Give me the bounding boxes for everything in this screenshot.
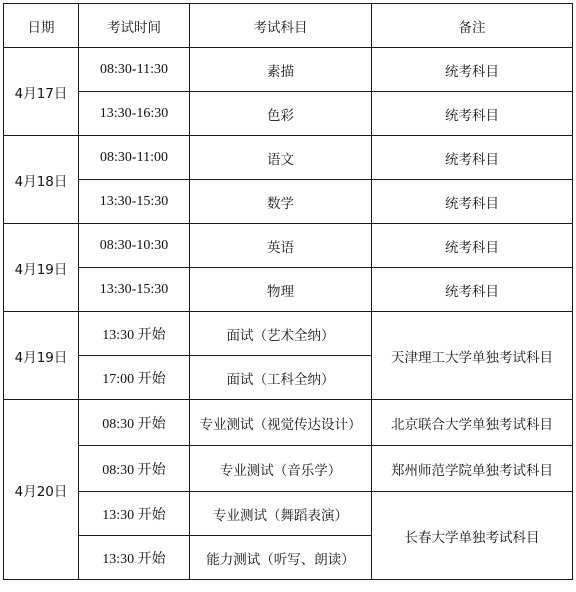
time-cell: 13:30 开始 xyxy=(79,536,190,580)
header-subject: 考试科目 xyxy=(190,4,372,48)
table-row xyxy=(4,312,573,356)
note-cell: 统考科目 xyxy=(372,92,573,136)
subject-cell: 面试（艺术全纳） xyxy=(190,312,372,356)
time-cell: 08:30-11:00 xyxy=(79,136,190,180)
time-cell: 13:30-15:30 xyxy=(79,180,190,224)
subject-cell: 物理 xyxy=(190,268,372,312)
table-row xyxy=(4,224,573,268)
table-row xyxy=(4,492,573,536)
time-cell: 13:30-16:30 xyxy=(79,92,190,136)
date-cell: 4月20日 xyxy=(4,400,79,580)
exam-schedule-table xyxy=(3,3,573,580)
note-cell: 北京联合大学单独考试科目 xyxy=(372,400,573,446)
note-cell: 统考科目 xyxy=(372,48,573,92)
time-cell: 17:00 开始 xyxy=(79,356,190,400)
header-row xyxy=(4,4,573,48)
date-cell: 4月18日 xyxy=(4,136,79,224)
date-cell: 4月19日 xyxy=(4,312,79,400)
note-cell: 统考科目 xyxy=(372,268,573,312)
note-cell: 统考科目 xyxy=(372,224,573,268)
table-row xyxy=(4,446,573,492)
table-row xyxy=(4,268,573,312)
table-row xyxy=(4,92,573,136)
time-cell: 13:30-15:30 xyxy=(79,268,190,312)
note-cell: 统考科目 xyxy=(372,180,573,224)
subject-cell: 能力测试（听写、朗读） xyxy=(190,536,372,580)
header-time: 考试时间 xyxy=(79,4,190,48)
time-cell: 08:30 开始 xyxy=(79,446,190,492)
subject-cell: 英语 xyxy=(190,224,372,268)
header-note: 备注 xyxy=(372,4,573,48)
date-cell: 4月19日 xyxy=(4,224,79,312)
subject-cell: 色彩 xyxy=(190,92,372,136)
subject-cell: 数学 xyxy=(190,180,372,224)
time-cell: 08:30-10:30 xyxy=(79,224,190,268)
date-cell: 4月17日 xyxy=(4,48,79,136)
time-cell: 08:30-11:30 xyxy=(79,48,190,92)
note-cell: 天津理工大学单独考试科目 xyxy=(372,312,573,400)
time-cell: 08:30 开始 xyxy=(79,400,190,446)
time-cell: 13:30 开始 xyxy=(79,492,190,536)
header-date: 日期 xyxy=(4,4,79,48)
subject-cell: 专业测试（音乐学） xyxy=(190,446,372,492)
subject-cell: 专业测试（视觉传达设计） xyxy=(190,400,372,446)
subject-cell: 面试（工科全纳） xyxy=(190,356,372,400)
subject-cell: 素描 xyxy=(190,48,372,92)
note-cell: 统考科目 xyxy=(372,136,573,180)
note-cell: 长春大学单独考试科目 xyxy=(372,492,573,580)
time-cell: 13:30 开始 xyxy=(79,312,190,356)
table-row xyxy=(4,136,573,180)
subject-cell: 语文 xyxy=(190,136,372,180)
subject-cell: 专业测试（舞蹈表演） xyxy=(190,492,372,536)
table-row xyxy=(4,400,573,446)
table-row xyxy=(4,180,573,224)
note-cell: 郑州师范学院单独考试科目 xyxy=(372,446,573,492)
table-row xyxy=(4,48,573,92)
